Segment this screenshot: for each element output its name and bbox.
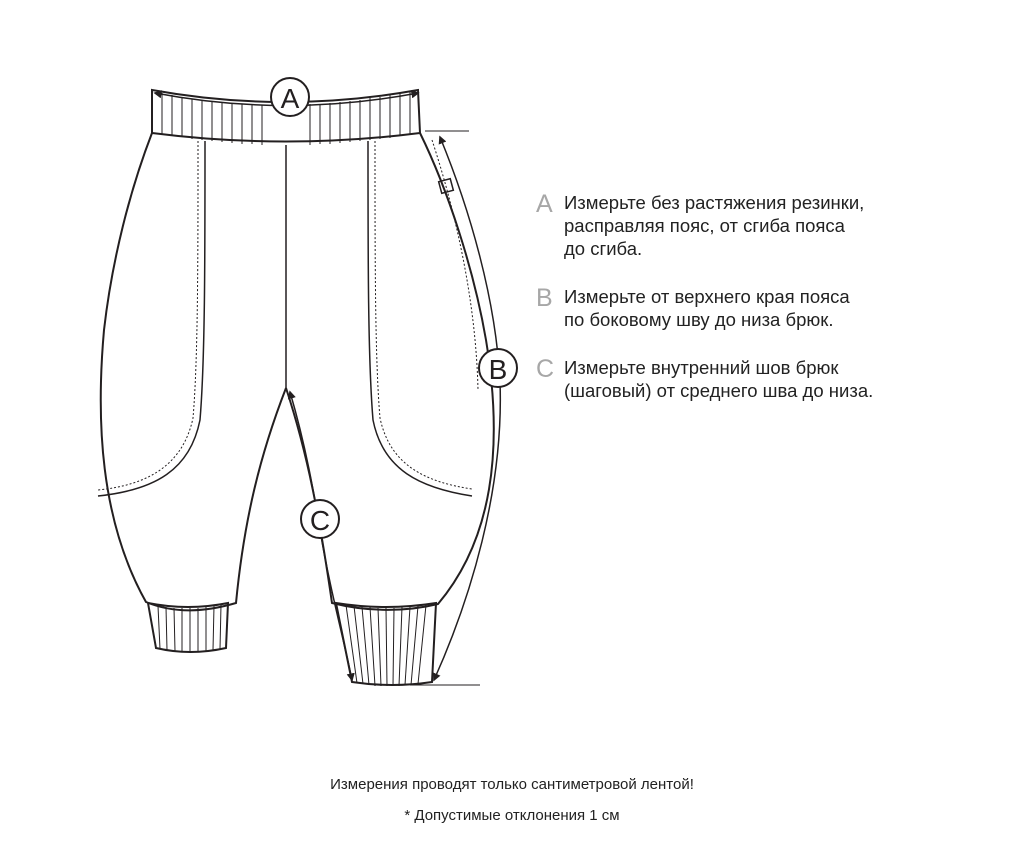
measure-b-arrow [434, 137, 500, 680]
marker-b-label: B [488, 354, 508, 385]
marker-a-label: A [280, 83, 300, 114]
legend-text-a: Измерьте без растяжения резинки, расправляя пояс, от сгиба пояса до сгиба. [564, 192, 865, 259]
marker-c [301, 500, 339, 538]
measurement-note: Измерения проводят только сантиметровой лентой! [330, 776, 694, 793]
left-cuff-ribbing [158, 605, 221, 652]
left-pocket-seam [98, 141, 205, 496]
left-leg-outline [101, 133, 286, 610]
legend-item-a [536, 191, 976, 260]
legend-letter-b: B [536, 284, 553, 312]
tolerance-note: * Допустимые отклонения 1 см [404, 807, 620, 824]
legend-letter-a: A [536, 190, 553, 218]
left-pocket-stitch [98, 141, 198, 490]
legend-item-b [536, 285, 976, 331]
right-pocket-seam [368, 141, 472, 496]
marker-c-label: C [309, 505, 331, 536]
marker-b [479, 349, 517, 387]
legend-text-c: Измерьте внутренний шов брюк (шаговый) от среднего шва до низа. [564, 357, 874, 401]
right-pocket-stitch [375, 141, 472, 489]
legend-item-c [536, 356, 976, 402]
legend-text-b: Измерьте от верхнего края пояса по боковому шву до низа брюк. [564, 286, 850, 330]
legend-letter-c: C [536, 355, 555, 383]
measurement-legend [536, 191, 976, 427]
marker-a [271, 78, 309, 116]
right-cuff-ribbing [346, 605, 426, 686]
